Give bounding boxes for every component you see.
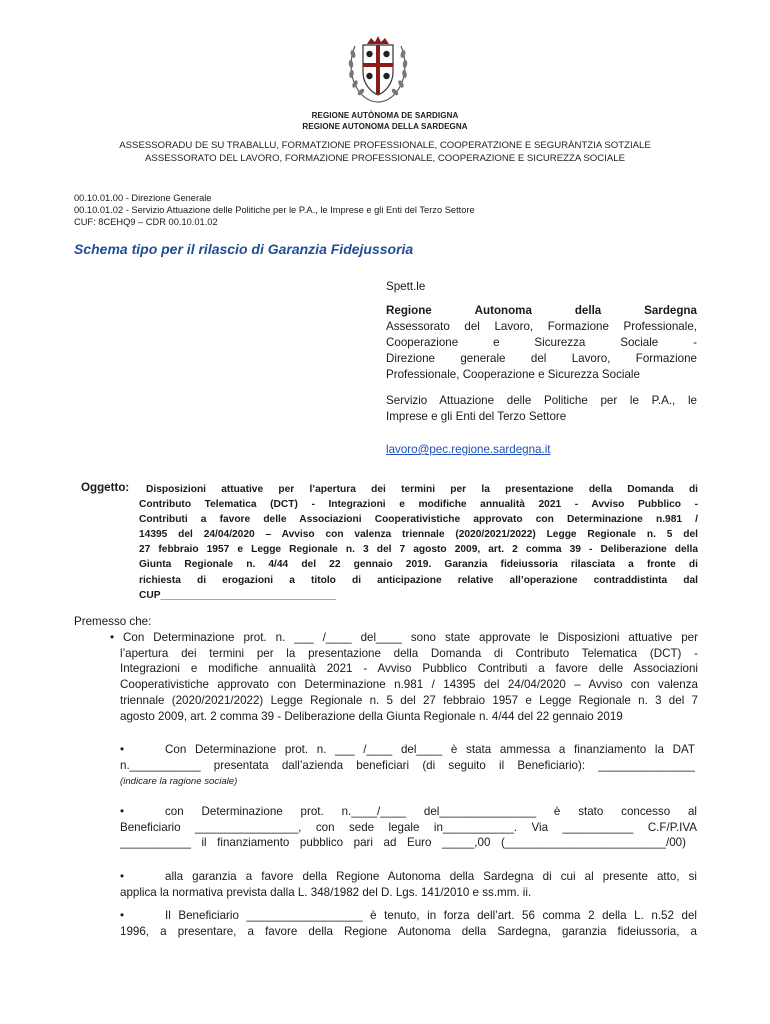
oggetto-cup-line: CUP_______________________________	[139, 589, 337, 601]
premesso-line: • Con Determinazione prot. n. ___ /____ del____ sono state approvate le Disposizioni attuative per	[110, 631, 698, 644]
premesso-bullet-1	[110, 630, 698, 724]
paragraph-first-line	[120, 804, 697, 820]
paragraph-text: ___________ il finanziamento pubblico pari ad Euro _____,00 (_________________________/00)	[120, 836, 686, 850]
premesso-line: Integrazioni e modifiche annualità 2021 - Avviso Pubblico Contributi a favore delle Associazioni	[120, 662, 698, 676]
paragraph-text: Con Determinazione prot. n. ___ /____ del____ è stata ammessa a finanziamento la DAT	[165, 743, 695, 756]
department-sardinian: ASSESSORADU DE SU TRABALLU, FORMATZIONE PROFESSIONALE, COOPERATZIONE E SEGURÀNTZIA SOTZIALE	[119, 140, 651, 151]
paragraph-guarantee-law	[120, 869, 697, 900]
recipient-service	[386, 393, 697, 425]
recipient-name-word: Sardegna	[644, 304, 697, 317]
paragraph-text: n.___________ presentata dall’azienda beneficiari (di seguito il Beneficiario): _______________	[120, 758, 695, 772]
recipient-line: Cooperazione e Sicurezza Sociale -	[386, 336, 697, 350]
premesso-line: triennale (2020/2021/2022) Legge Regionale n. 5 del 27 febbraio 1957 e Legge Regionale n. 3 del 7	[120, 693, 698, 707]
paragraph-first-line	[120, 869, 697, 885]
regione-sardegna-emblem	[347, 36, 409, 104]
recipient-line: Direzione generale del Lavoro, Formazione	[386, 352, 697, 366]
recipient-line: Assessorato del Lavoro, Formazione Professionale,	[386, 320, 697, 333]
bullet: •	[120, 870, 125, 883]
recipient-office	[386, 319, 697, 383]
meta-cuf-cdr: CUF: 8CEHQ9 – CDR 00.10.01.02	[74, 217, 218, 228]
recipient-service-line: Servizio Attuazione delle Politiche per le P.A., le	[386, 394, 697, 407]
oggetto-text	[139, 482, 698, 603]
meta-service: 00.10.01.02 - Servizio Attuazione delle Politiche per le P.A., le Imprese e gli Enti del Terzo Settore	[74, 205, 475, 216]
oggetto-line: Giunta Regionale n. 4/44 del 22 gennaio 2019. Garanzia fideiussoria rilasciata a fronte di	[139, 559, 698, 571]
paragraph-first-line	[120, 908, 697, 924]
recipient-name-word: della	[574, 304, 602, 317]
oggetto-line: Contributo Telematica (DCT) - Integrazioni e modifiche annualità 2021 - Avviso Pubblico -	[139, 499, 698, 511]
premesso-line: agosto 2009, art. 2 comma 39 - Deliberazione della Giunta Regionale n. 4/44 del 22 gennaio 2019	[120, 709, 623, 723]
department-italian: ASSESSORATO DEL LAVORO, FORMAZIONE PROFESSIONALE, COOPERAZIONE E SICUREZZA SOCIALE	[145, 153, 625, 164]
recipient-name	[386, 303, 697, 319]
paragraph-funding-grant	[120, 804, 697, 851]
premesso-line: Cooperativistiche approvato con Determinazione n.981 / 14395 del 24/04/2020 – Avviso con valenza	[120, 678, 698, 692]
institution-name-sardinian: REGIONE AUTÒNOMA DE SARDIGNA	[311, 111, 459, 120]
bullet: •	[120, 805, 125, 818]
institution-name-italian: REGIONE AUTONOMA DELLA SARDEGNA	[302, 122, 468, 131]
oggetto-line: 14395 del 24/04/2020 – Avviso con valenza triennale (2020/2021/2022) Legge Regionale n. 5 del	[139, 529, 698, 541]
premesso-label: Premesso che:	[74, 615, 152, 628]
recipient-salutation: Spett.le	[386, 280, 426, 293]
paragraph-text: 1996, a presentare, a favore della Regione Autonoma della Sardegna, garanzia fideiussoria, a	[120, 924, 697, 938]
paragraph-note: (indicare la ragione sociale)	[120, 776, 238, 788]
paragraph-first-line	[120, 742, 695, 758]
recipient-email-link[interactable]: lavoro@pec.regione.sardegna.it	[386, 443, 551, 456]
recipient-service-line: Imprese e gli Enti del Terzo Settore	[386, 410, 567, 424]
oggetto-line: Disposizioni attuative per l’apertura dei termini per la presentazione della Domanda di	[146, 484, 698, 495]
paragraph-text: Beneficiario ________________, con sede legale in___________. Via ___________ C.F/P.IVA	[120, 820, 697, 834]
paragraph-beneficiary-obligation	[120, 908, 697, 939]
recipient-name-word: Autonoma	[474, 304, 532, 317]
bullet: •	[120, 909, 125, 922]
meta-directorate: 00.10.01.00 - Direzione Generale	[74, 193, 212, 203]
paragraph-dat-admission	[120, 742, 695, 790]
paragraph-text: applica la normativa prevista dalla L. 348/1982 del D. Lgs. 141/2010 e ss.mm. ii.	[120, 885, 532, 899]
premesso-line: l’apertura dei termini per la presentazione della Domanda di Contributo Telematica (DCT) -	[120, 646, 698, 660]
oggetto-line: 27 febbraio 1957 e Legge Regionale n. 3 del 7 agosto 2009, art. 2 comma 39 - Deliberazione della	[139, 544, 698, 556]
paragraph-text: alla garanzia a favore della Regione Autonoma della Sardegna di cui al presente atto, si	[165, 870, 697, 883]
recipient-name-word: Regione	[386, 304, 432, 317]
oggetto-label: Oggetto:	[81, 481, 130, 494]
bullet: •	[120, 743, 125, 756]
paragraph-text: Il Beneficiario __________________ è tenuto, in forza dell’art. 56 comma 2 della L. n.52 del	[165, 909, 697, 922]
document-title: Schema tipo per il rilascio di Garanzia Fidejussoria	[74, 241, 414, 257]
oggetto-line: richiesta di erogazioni a titolo di anticipazione relative all’operazione contraddistinta dal	[139, 574, 698, 586]
oggetto-line: Contributi a favore delle Associazioni Cooperativistiche approvato con Determinazione n.981 /	[139, 514, 698, 526]
paragraph-text: con Determinazione prot. n.____/____ del_______________ è stato concesso al	[165, 805, 697, 818]
recipient-line: Professionale, Cooperazione e Sicurezza Sociale	[386, 368, 640, 382]
recipient-email-row	[386, 442, 697, 458]
office-metadata	[74, 192, 475, 229]
